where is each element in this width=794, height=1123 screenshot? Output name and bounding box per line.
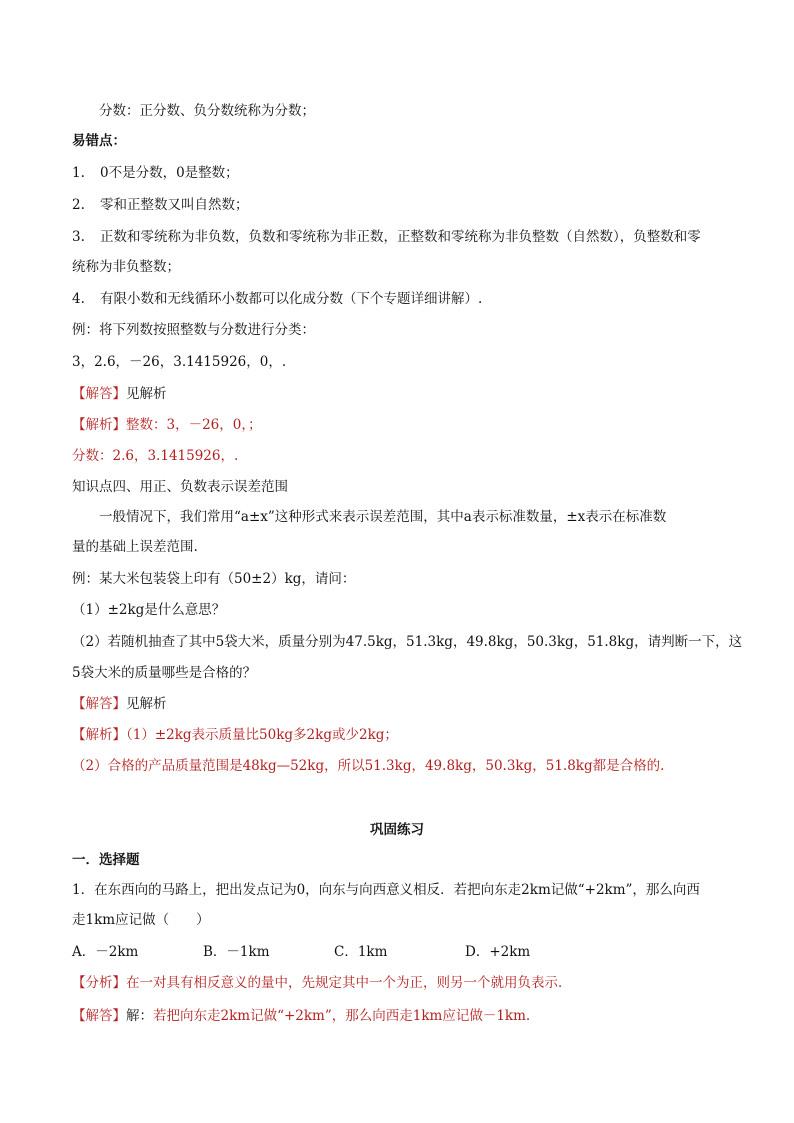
option-d: D．+2km (465, 944, 531, 960)
list-number: 4. (72, 291, 85, 307)
answer-text: 若把向东走2km记做“+2km”，那么向西走1km应记做－1km. (153, 1008, 531, 1024)
list-number: 2. (72, 197, 85, 213)
analysis-tag: 【解析】 (72, 417, 126, 433)
text-line: 易错点： (72, 133, 126, 149)
analysis-tag: 【解析】 (72, 727, 126, 743)
answer-prefix: 解： (126, 1008, 153, 1024)
analysis-text: （1）±2kg表示质量比50kg多2kg或少2kg； (126, 727, 398, 743)
list-item (72, 227, 701, 247)
analysis-text: 在一对具有相反意义的量中，先规定其中一个为正，则另一个就用负表示． (126, 975, 572, 991)
list-item (72, 195, 249, 215)
analysis-text: 整数：3，－26，0，； (126, 417, 262, 433)
text-line: 统称为非负整数； (72, 259, 180, 275)
answer-line (72, 694, 167, 714)
text-line: 分数：2.6，3.1415926，. (72, 448, 239, 464)
option-c: C．1km (334, 944, 388, 960)
text-line: 一般情况下，我们常用“a±x”这种形式来表示误差范围，其中a表示标准数量，±x表示在标准数 (99, 509, 667, 525)
list-text: 正数和零统称为非负数，负数和零统称为非正数，正整数和零统称为非负整数（自然数），负整数和零 (100, 229, 701, 245)
analysis-line (72, 725, 398, 745)
analysis-tag: 【分析】 (72, 975, 126, 991)
answer-text: 见解析 (126, 386, 167, 402)
list-item (72, 289, 482, 309)
list-number: 1. (72, 165, 85, 181)
text-line: （2）若随机抽查了其中5袋大米，质量分别为47.5kg，51.3kg，49.8kg，50.3kg，51.8kg，请判断一下，这 (72, 634, 743, 650)
analysis-line (72, 415, 262, 435)
section-title: 一．选择题 (72, 852, 140, 868)
text-line: 例：某大米包装袋上印有（50±2）kg，请问： (72, 571, 356, 587)
text-line: 3，2.6，－26，3.1415926，0，. (72, 354, 287, 370)
option-b: B．－1km (203, 944, 270, 960)
answer-line (72, 384, 167, 404)
text-line: 例：将下列数按照整数与分数进行分类： (72, 322, 315, 338)
list-item (72, 163, 239, 183)
list-text: 0不是分数，0是整数； (100, 165, 239, 181)
text-line: 量的基础上误差范围. (72, 539, 198, 555)
list-number: 3. (72, 229, 85, 245)
section-title: 知识点四、用正、负数表示误差范围 (72, 479, 288, 495)
question-text: 1．在东西向的马路上，把出发点记为0，向东与向西意义相反．若把向东走2km记做“+2km”，那么向西 (72, 882, 700, 898)
list-text: 有限小数和无线循环小数都可以化成分数（下个专题详细讲解）. (100, 291, 483, 307)
text-line: 分数：正分数、负分数统称为分数； (99, 103, 315, 119)
text-line: （1）±2kg是什么意思？ (72, 602, 226, 618)
question-text: 走1km应记做（ ） (72, 912, 210, 928)
list-text: 零和正整数又叫自然数； (100, 197, 249, 213)
options-row (72, 942, 530, 962)
answer-tag: 【解答】 (72, 1008, 126, 1024)
option-a: A．－2km (72, 944, 139, 960)
text-line: 5袋大米的质量哪些是合格的？ (72, 665, 257, 681)
analysis-line (72, 973, 572, 993)
page-heading: 巩固练习 (370, 822, 424, 838)
answer-tag: 【解答】 (72, 696, 126, 712)
answer-text: 见解析 (126, 696, 167, 712)
text-line: （2）合格的产品质量范围是48kg—52kg，所以51.3kg，49.8kg，50.3kg，51.8kg都是合格的. (72, 758, 665, 774)
answer-line (72, 1006, 530, 1026)
answer-tag: 【解答】 (72, 386, 126, 402)
